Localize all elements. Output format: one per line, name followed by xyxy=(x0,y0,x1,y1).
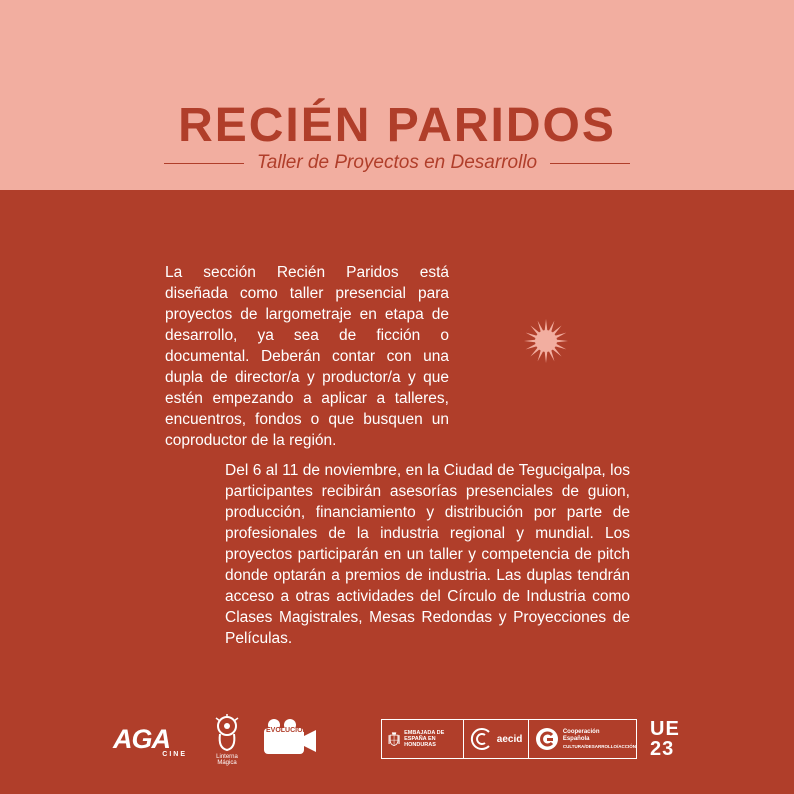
details-paragraph: Del 6 al 11 de noviembre, en la Ciudad de Tegucigalpa, los participantes recibirán asesorías presenciales de guion, producción, financiamiento y distribución por parte de profesionales de la industria regional y mundial. Los proyectos participarán en un taller y competencia de pitch donde optarán a premios de industria. Las duplas tendrán acceso a otras actividades del Círculo de Industria como Clases Magistrales, Mesas Redondas y Proyecciones de Películas. xyxy=(225,462,630,647)
cooperacion-line-1: Cooperación xyxy=(562,728,600,735)
sun-ray xyxy=(552,325,562,335)
sun-ray xyxy=(524,340,536,343)
page-subtitle: Taller de Proyectos en Desarrollo xyxy=(256,152,538,173)
cooperacion-logo xyxy=(529,720,636,758)
sponsors-box xyxy=(381,719,637,759)
sun-ray xyxy=(555,333,567,339)
sun-ray xyxy=(545,351,548,363)
aecid-logo xyxy=(464,720,529,758)
sun-ray xyxy=(549,321,555,333)
linterna-magica-logo xyxy=(210,714,244,766)
embajada-text: EMBAJADA DE ESPAÑA EN HONDURAS xyxy=(404,730,445,748)
cooperacion-line-3: CULTURA/DESARROLLO/ACCIÓN xyxy=(562,743,636,749)
cooperacion-mark-icon xyxy=(535,727,559,751)
subtitle-row xyxy=(164,150,630,176)
evolucion-logo xyxy=(262,718,318,758)
sun-ray xyxy=(530,325,540,335)
sun-ray xyxy=(538,350,544,362)
cooperacion-line-2: Española xyxy=(562,735,590,742)
left-divider xyxy=(164,163,244,164)
sun-ray xyxy=(526,344,538,350)
aecid-text: aecid xyxy=(496,733,523,745)
coat-of-arms-icon xyxy=(388,726,400,752)
sun-icon xyxy=(523,318,569,364)
embajada-logo xyxy=(382,720,464,758)
aga-logo-word: AGA xyxy=(113,724,170,754)
ue23-line-2: 23 xyxy=(650,738,675,760)
intro-paragraph: La sección Recién Paridos está diseñada como taller presencial para proyectos de largometraje en etapa de desarrollo, ya sea de ficción o documental. Deberán contar con una dupla de director/a y productor/a y que estén empezando a aplicar a talleres, encuentros, fondos o que busquen un coproductor de la región. xyxy=(165,264,449,449)
aga-logo-sub: CINE xyxy=(162,751,187,758)
ue23-logo xyxy=(650,719,686,761)
sun-ray xyxy=(555,344,567,350)
sun-ray xyxy=(556,340,568,343)
aga-cine-logo xyxy=(113,726,189,760)
sun-ray xyxy=(538,321,544,333)
sun-ray xyxy=(549,350,555,362)
sun-ray xyxy=(530,347,540,357)
linterna-label: Linterna Mágica xyxy=(216,754,238,766)
right-divider xyxy=(550,163,630,164)
cooperacion-text xyxy=(563,729,636,750)
sun-ray xyxy=(545,319,548,331)
film-camera-icon xyxy=(262,718,318,758)
lantern-head-icon xyxy=(210,714,244,754)
sun-ray xyxy=(526,333,538,339)
sun-ray xyxy=(552,347,562,357)
page-title: RECIÉN PARIDOS xyxy=(178,99,616,152)
evolucion-label: EVOLUCIÓN xyxy=(266,727,308,734)
ue23-line-1: UE xyxy=(650,718,680,740)
aecid-mark-icon xyxy=(470,727,494,751)
